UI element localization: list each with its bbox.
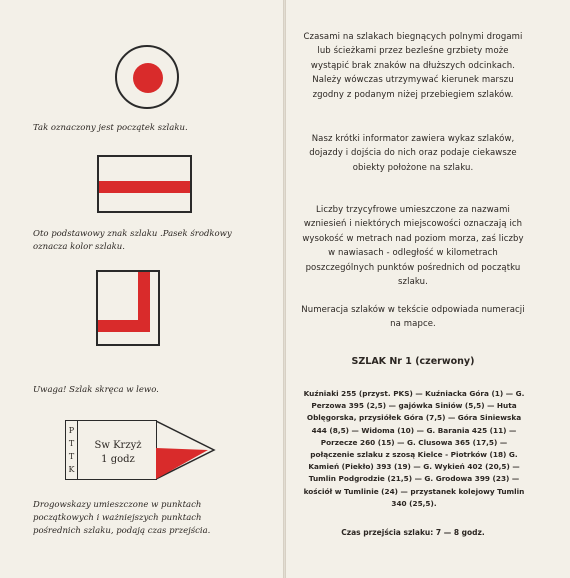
signpost-letter: P <box>68 426 75 435</box>
caption-trail-start: Tak oznaczony jest początek szlaku. <box>33 123 188 133</box>
trail-heading: SZLAK Nr 1 (czerwony) <box>351 356 475 367</box>
paragraph-numbering: Numeracja szlaków w tekście odpowiada numeracji na mapce. <box>301 305 525 330</box>
basic-trail-mark-symbol <box>97 155 192 213</box>
paragraph-numbers-explained: Liczby trzycyfrowe umieszczone za nazwami wzniesień i niektórych miejscowości oznaczają ich wysokość w metrach nad poziom morza, zaś liczby w nawiasach - odległość w kilometrach poszczególnych punktów pośrednich od początku szlaku. <box>302 205 524 288</box>
signpost-symbol <box>65 420 217 482</box>
signpost-destination: Sw Krzyż <box>94 440 142 451</box>
signpost-board <box>78 420 157 480</box>
signpost-side-label <box>65 420 78 480</box>
signpost-letter: T <box>68 452 75 461</box>
caption-signpost: Drogowskazy umieszczone w punktach początkowych i ważniejszych punktach pośrednich szlaku, podają czas przejścia. <box>33 500 211 536</box>
trail-route-description: Kuźniaki 255 (przyst. PKS) — Kuźniacka Góra (1) — G. Perzowa 395 (2,5) — gajówka Siniów (5,5) — Huta Oblęgorska, przysiółek Góra (7,5) — Góra Siniewska 444 (8,5) — Widoma (10) — G. Barania 425 (11) — Porzecze 260 (15) — G. Clusowa 365 (17,5) — połączenie szlaku z szosą Kielce - Piotrków (18) G. Kamień (Piekło) 393 (19) — G. Wykień 402 (20,5) — Tumlin Podgrodzie (21,5) — G. Grodowa 399 (23) — kościół w Tumlinie (24) — przystanek kolejowy Tumlin 340 (25,5). <box>303 389 525 508</box>
signpost-letter: K <box>68 465 75 474</box>
paragraph-guide-contents: Nasz krótki informator zawiera wykaz szlaków, dojazdy i dojścia do nich oraz podaje ciekawsze obiekty położone na szlaku. <box>309 134 517 173</box>
caption-basic-mark: Oto podstawowy znak szlaku .Pasek środkowy oznacza kolor szlaku. <box>33 229 232 252</box>
red-dot-icon <box>133 63 163 93</box>
signpost-text <box>90 439 146 467</box>
signpost-letter: T <box>68 439 75 448</box>
left-turn-symbol <box>96 270 160 346</box>
trail-walking-time: Czas przejścia szlaku: 7 — 8 godz. <box>341 528 485 537</box>
caption-turn-left: Uwaga! Szlak skręca w lewo. <box>33 385 159 395</box>
paragraph-missing-marks: Czasami na szlakach biegnących polnymi drogami lub ścieżkami przez bezleśne grzbiety może wystąpić brak znaków na dłuższych odcinkach. Należy wówczas utrzymywać kierunek marszu zgodny z podanym niżej przebiegiem szlaków. <box>303 32 523 100</box>
trail-start-symbol <box>115 45 179 109</box>
turn-horizontal-stripe-icon <box>98 320 150 332</box>
signpost-arrow-tip-icon <box>156 420 218 482</box>
red-stripe-icon <box>99 181 190 193</box>
signpost-time: 1 godz <box>101 454 135 465</box>
